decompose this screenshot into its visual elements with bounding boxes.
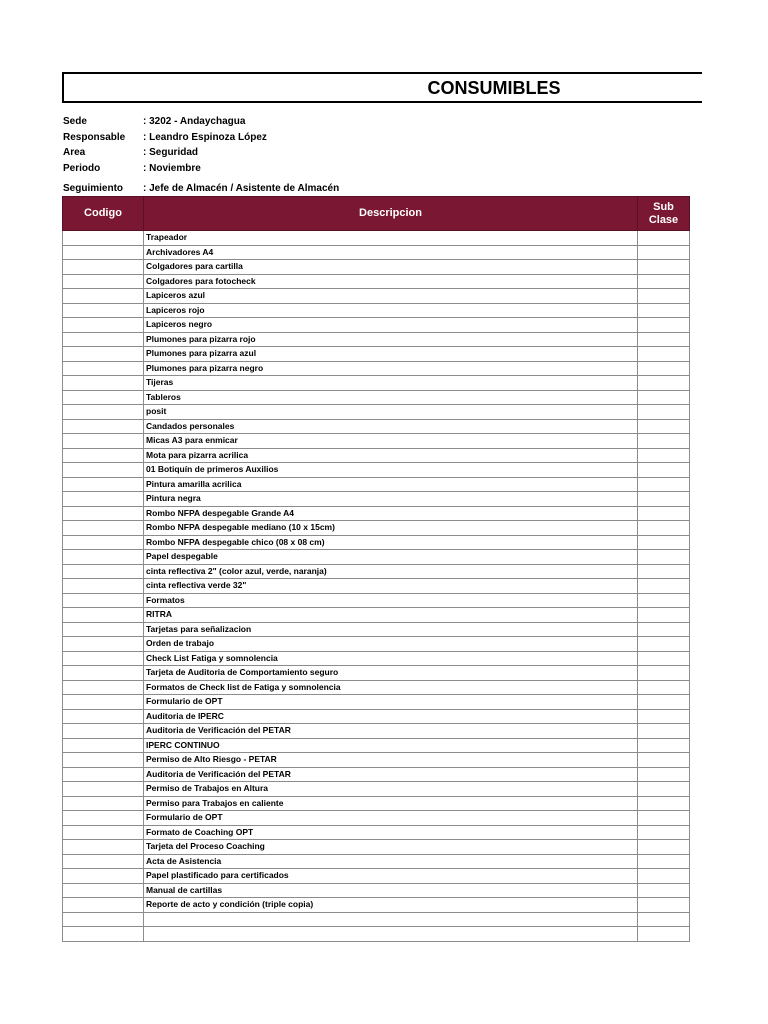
cell-descripcion[interactable]: cinta reflectiva verde 32" bbox=[144, 579, 638, 594]
table-row bbox=[63, 535, 690, 550]
table-row bbox=[63, 825, 690, 840]
cell-descripcion[interactable]: Papel despegable bbox=[144, 550, 638, 565]
cell-sub-clase[interactable] bbox=[638, 912, 690, 927]
info-row-area bbox=[63, 145, 339, 161]
cell-codigo[interactable] bbox=[63, 651, 144, 666]
table-row bbox=[63, 680, 690, 695]
table-row bbox=[63, 231, 690, 246]
cell-codigo[interactable] bbox=[63, 434, 144, 449]
cell-sub-clase[interactable] bbox=[638, 434, 690, 449]
cell-codigo[interactable] bbox=[63, 608, 144, 623]
cell-codigo[interactable] bbox=[63, 724, 144, 739]
cell-sub-clase[interactable] bbox=[638, 245, 690, 260]
cell-codigo[interactable] bbox=[63, 637, 144, 652]
info-value: : Noviembre bbox=[143, 162, 201, 174]
cell-descripcion[interactable]: cinta reflectiva 2" (color azul, verde, naranja) bbox=[144, 564, 638, 579]
table-row bbox=[63, 463, 690, 478]
cell-sub-clase[interactable] bbox=[638, 274, 690, 289]
cell-descripcion[interactable]: Tijeras bbox=[144, 376, 638, 391]
cell-descripcion[interactable]: IPERC CONTINUO bbox=[144, 738, 638, 753]
cell-codigo[interactable] bbox=[63, 593, 144, 608]
cell-sub-clase[interactable] bbox=[638, 869, 690, 884]
cell-codigo[interactable] bbox=[63, 767, 144, 782]
cell-descripcion[interactable]: Micas A3 para enmicar bbox=[144, 434, 638, 449]
cell-codigo[interactable] bbox=[63, 622, 144, 637]
cell-descripcion[interactable]: posit bbox=[144, 405, 638, 420]
cell-descripcion[interactable]: Reporte de acto y condición (triple copia) bbox=[144, 898, 638, 913]
table-row bbox=[63, 782, 690, 797]
table-row bbox=[63, 376, 690, 391]
cell-codigo[interactable] bbox=[63, 796, 144, 811]
cell-sub-clase[interactable] bbox=[638, 564, 690, 579]
table-row bbox=[63, 419, 690, 434]
cell-codigo[interactable] bbox=[63, 883, 144, 898]
table-row bbox=[63, 840, 690, 855]
cell-sub-clase[interactable] bbox=[638, 303, 690, 318]
table-header-row bbox=[63, 197, 690, 231]
table-row bbox=[63, 274, 690, 289]
cell-sub-clase[interactable] bbox=[638, 535, 690, 550]
table-row bbox=[63, 318, 690, 333]
cell-codigo[interactable] bbox=[63, 738, 144, 753]
cell-descripcion[interactable]: Mota para pizarra acrilica bbox=[144, 448, 638, 463]
cell-sub-clase[interactable] bbox=[638, 448, 690, 463]
table-row bbox=[63, 434, 690, 449]
cell-sub-clase[interactable] bbox=[638, 854, 690, 869]
info-row-responsable bbox=[63, 130, 339, 146]
cell-codigo[interactable] bbox=[63, 274, 144, 289]
cell-codigo[interactable] bbox=[63, 260, 144, 275]
cell-sub-clase[interactable] bbox=[638, 376, 690, 391]
cell-descripcion[interactable]: Formato de Coaching OPT bbox=[144, 825, 638, 840]
cell-descripcion[interactable]: Formatos de Check list de Fatiga y somnolencia bbox=[144, 680, 638, 695]
info-label: Responsable bbox=[63, 131, 126, 143]
cell-descripcion[interactable]: Permiso de Alto Riesgo - PETAR bbox=[144, 753, 638, 768]
cell-descripcion[interactable]: Rombo NFPA despegable chico (08 x 08 cm) bbox=[144, 535, 638, 550]
cell-codigo[interactable] bbox=[63, 825, 144, 840]
cell-descripcion[interactable]: Plumones para pizarra azul bbox=[144, 347, 638, 362]
cell-codigo[interactable] bbox=[63, 709, 144, 724]
cell-descripcion[interactable]: Colgadores para fotocheck bbox=[144, 274, 638, 289]
cell-codigo[interactable] bbox=[63, 448, 144, 463]
cell-descripcion[interactable]: Permiso para Trabajos en caliente bbox=[144, 796, 638, 811]
table-body bbox=[63, 231, 690, 942]
table-row bbox=[63, 405, 690, 420]
cell-sub-clase[interactable] bbox=[638, 390, 690, 405]
table-row bbox=[63, 564, 690, 579]
table-row bbox=[63, 927, 690, 942]
cell-descripcion[interactable]: RITRA bbox=[144, 608, 638, 623]
cell-sub-clase[interactable] bbox=[638, 622, 690, 637]
cell-descripcion[interactable]: Tarjeta del Proceso Coaching bbox=[144, 840, 638, 855]
cell-codigo[interactable] bbox=[63, 390, 144, 405]
cell-codigo[interactable] bbox=[63, 579, 144, 594]
cell-codigo[interactable] bbox=[63, 477, 144, 492]
cell-descripcion[interactable] bbox=[144, 927, 638, 942]
cell-sub-clase[interactable] bbox=[638, 477, 690, 492]
header-codigo: Codigo bbox=[63, 197, 144, 231]
cell-sub-clase[interactable] bbox=[638, 825, 690, 840]
info-label: Periodo bbox=[63, 162, 101, 174]
cell-codigo[interactable] bbox=[63, 695, 144, 710]
cell-descripcion[interactable]: Formulario de OPT bbox=[144, 695, 638, 710]
cell-sub-clase[interactable] bbox=[638, 709, 690, 724]
info-row-seguimiento bbox=[63, 181, 339, 197]
title-box bbox=[62, 72, 702, 103]
cell-sub-clase[interactable] bbox=[638, 260, 690, 275]
header-sub-clase-label: Sub Clase bbox=[648, 200, 679, 226]
table-row bbox=[63, 347, 690, 362]
cell-sub-clase[interactable] bbox=[638, 724, 690, 739]
table-row bbox=[63, 521, 690, 536]
consumables-table bbox=[62, 196, 690, 942]
cell-descripcion[interactable]: Candados personales bbox=[144, 419, 638, 434]
cell-codigo[interactable] bbox=[63, 347, 144, 362]
cell-codigo[interactable] bbox=[63, 492, 144, 507]
cell-sub-clase[interactable] bbox=[638, 883, 690, 898]
table-row bbox=[63, 361, 690, 376]
cell-sub-clase[interactable] bbox=[638, 593, 690, 608]
cell-codigo[interactable] bbox=[63, 289, 144, 304]
cell-sub-clase[interactable] bbox=[638, 695, 690, 710]
cell-descripcion[interactable]: Formatos bbox=[144, 593, 638, 608]
cell-codigo[interactable] bbox=[63, 463, 144, 478]
cell-codigo[interactable] bbox=[63, 854, 144, 869]
cell-descripcion[interactable]: Permiso de Trabajos en Altura bbox=[144, 782, 638, 797]
cell-descripcion[interactable]: Lapiceros negro bbox=[144, 318, 638, 333]
table-row bbox=[63, 796, 690, 811]
cell-sub-clase[interactable] bbox=[638, 840, 690, 855]
cell-codigo[interactable] bbox=[63, 680, 144, 695]
info-block bbox=[63, 114, 339, 197]
cell-codigo[interactable] bbox=[63, 782, 144, 797]
table-row bbox=[63, 651, 690, 666]
cell-codigo[interactable] bbox=[63, 318, 144, 333]
cell-descripcion[interactable]: Tarjetas para señalizacion bbox=[144, 622, 638, 637]
cell-codigo[interactable] bbox=[63, 521, 144, 536]
table-row bbox=[63, 724, 690, 739]
cell-descripcion[interactable]: Orden de trabajo bbox=[144, 637, 638, 652]
cell-sub-clase[interactable] bbox=[638, 318, 690, 333]
table-row bbox=[63, 477, 690, 492]
cell-sub-clase[interactable] bbox=[638, 231, 690, 246]
info-row-periodo bbox=[63, 161, 339, 177]
cell-descripcion[interactable]: Plumones para pizarra rojo bbox=[144, 332, 638, 347]
cell-sub-clase[interactable] bbox=[638, 666, 690, 681]
info-value: : Seguridad bbox=[143, 147, 199, 158]
cell-codigo[interactable] bbox=[63, 550, 144, 565]
cell-descripcion[interactable]: Trapeador bbox=[144, 231, 638, 246]
cell-codigo[interactable] bbox=[63, 245, 144, 260]
table-row bbox=[63, 709, 690, 724]
cell-descripcion[interactable]: Pintura amarilla acrilica bbox=[144, 477, 638, 492]
cell-sub-clase[interactable] bbox=[638, 289, 690, 304]
cell-codigo[interactable] bbox=[63, 564, 144, 579]
info-row-sede bbox=[63, 114, 339, 130]
cell-sub-clase[interactable] bbox=[638, 347, 690, 362]
cell-sub-clase[interactable] bbox=[638, 332, 690, 347]
table-row bbox=[63, 390, 690, 405]
cell-sub-clase[interactable] bbox=[638, 738, 690, 753]
info-label: Area bbox=[63, 147, 86, 158]
cell-codigo[interactable] bbox=[63, 405, 144, 420]
table-row bbox=[63, 608, 690, 623]
table-row bbox=[63, 593, 690, 608]
cell-descripcion[interactable]: Lapiceros azul bbox=[144, 289, 638, 304]
cell-descripcion[interactable]: Lapiceros rojo bbox=[144, 303, 638, 318]
cell-descripcion[interactable]: Tableros bbox=[144, 390, 638, 405]
info-label: Sede bbox=[63, 116, 87, 127]
cell-descripcion[interactable]: Rombo NFPA despegable mediano (10 x 15cm) bbox=[144, 521, 638, 536]
cell-codigo[interactable] bbox=[63, 898, 144, 913]
table-row bbox=[63, 637, 690, 652]
cell-codigo[interactable] bbox=[63, 303, 144, 318]
cell-descripcion[interactable]: Check List Fatiga y somnolencia bbox=[144, 651, 638, 666]
table-row bbox=[63, 245, 690, 260]
table-row bbox=[63, 303, 690, 318]
table-row bbox=[63, 912, 690, 927]
table-row bbox=[63, 506, 690, 521]
cell-descripcion[interactable]: Pintura negra bbox=[144, 492, 638, 507]
table-row bbox=[63, 883, 690, 898]
cell-sub-clase[interactable] bbox=[638, 608, 690, 623]
cell-sub-clase[interactable] bbox=[638, 927, 690, 942]
cell-sub-clase[interactable] bbox=[638, 680, 690, 695]
cell-sub-clase[interactable] bbox=[638, 550, 690, 565]
info-value: : 3202 - Andaychagua bbox=[143, 116, 246, 127]
cell-sub-clase[interactable] bbox=[638, 579, 690, 594]
cell-sub-clase[interactable] bbox=[638, 782, 690, 797]
table-row bbox=[63, 550, 690, 565]
cell-descripcion[interactable]: Auditoria de Verificación del PETAR bbox=[144, 724, 638, 739]
cell-descripcion[interactable] bbox=[144, 912, 638, 927]
cell-sub-clase[interactable] bbox=[638, 419, 690, 434]
table-row bbox=[63, 260, 690, 275]
cell-descripcion[interactable]: Manual de cartillas bbox=[144, 883, 638, 898]
cell-descripcion[interactable]: Plumones para pizarra negro bbox=[144, 361, 638, 376]
cell-sub-clase[interactable] bbox=[638, 898, 690, 913]
cell-codigo[interactable] bbox=[63, 535, 144, 550]
cell-codigo[interactable] bbox=[63, 332, 144, 347]
table-row bbox=[63, 492, 690, 507]
cell-descripcion[interactable]: Auditoria de Verificación del PETAR bbox=[144, 767, 638, 782]
cell-descripcion[interactable]: Colgadores para cartilla bbox=[144, 260, 638, 275]
cell-sub-clase[interactable] bbox=[638, 405, 690, 420]
cell-descripcion[interactable]: Rombo NFPA despegable Grande A4 bbox=[144, 506, 638, 521]
cell-codigo[interactable] bbox=[63, 912, 144, 927]
table-row bbox=[63, 738, 690, 753]
table-row bbox=[63, 666, 690, 681]
cell-codigo[interactable] bbox=[63, 506, 144, 521]
cell-codigo[interactable] bbox=[63, 753, 144, 768]
document-title: CONSUMIBLES bbox=[427, 78, 561, 98]
cell-sub-clase[interactable] bbox=[638, 506, 690, 521]
cell-sub-clase[interactable] bbox=[638, 463, 690, 478]
cell-codigo[interactable] bbox=[63, 840, 144, 855]
cell-sub-clase[interactable] bbox=[638, 651, 690, 666]
table-row bbox=[63, 753, 690, 768]
cell-sub-clase[interactable] bbox=[638, 811, 690, 826]
table-row bbox=[63, 448, 690, 463]
cell-sub-clase[interactable] bbox=[638, 767, 690, 782]
cell-codigo[interactable] bbox=[63, 419, 144, 434]
cell-sub-clase[interactable] bbox=[638, 521, 690, 536]
cell-descripcion[interactable]: Acta de Asistencia bbox=[144, 854, 638, 869]
info-value: : Leandro Espinoza López bbox=[143, 131, 267, 143]
cell-sub-clase[interactable] bbox=[638, 361, 690, 376]
header-sub-clase bbox=[638, 197, 690, 231]
cell-codigo[interactable] bbox=[63, 811, 144, 826]
cell-sub-clase[interactable] bbox=[638, 796, 690, 811]
cell-descripcion[interactable]: 01 Botiquín de primeros Auxilios bbox=[144, 463, 638, 478]
cell-sub-clase[interactable] bbox=[638, 637, 690, 652]
cell-descripcion[interactable]: Auditoria de IPERC bbox=[144, 709, 638, 724]
cell-codigo[interactable] bbox=[63, 927, 144, 942]
cell-descripcion[interactable]: Papel plastificado para certificados bbox=[144, 869, 638, 884]
table-row bbox=[63, 332, 690, 347]
cell-sub-clase[interactable] bbox=[638, 492, 690, 507]
info-value: : Jefe de Almacén / Asistente de Almacén bbox=[143, 183, 340, 194]
header-descripcion: Descripcion bbox=[144, 197, 638, 231]
cell-codigo[interactable] bbox=[63, 361, 144, 376]
cell-sub-clase[interactable] bbox=[638, 753, 690, 768]
table-row bbox=[63, 767, 690, 782]
table-row bbox=[63, 898, 690, 913]
table-row bbox=[63, 289, 690, 304]
table-row bbox=[63, 622, 690, 637]
cell-descripcion[interactable]: Formulario de OPT bbox=[144, 811, 638, 826]
table-row bbox=[63, 854, 690, 869]
cell-codigo[interactable] bbox=[63, 376, 144, 391]
cell-codigo[interactable] bbox=[63, 231, 144, 246]
cell-descripcion[interactable]: Tarjeta de Auditoria de Comportamiento seguro bbox=[144, 666, 638, 681]
cell-descripcion[interactable]: Archivadores A4 bbox=[144, 245, 638, 260]
info-label: Seguimiento bbox=[63, 183, 124, 194]
cell-codigo[interactable] bbox=[63, 666, 144, 681]
table-row bbox=[63, 811, 690, 826]
cell-codigo[interactable] bbox=[63, 869, 144, 884]
table-row bbox=[63, 579, 690, 594]
table-row bbox=[63, 695, 690, 710]
table-row bbox=[63, 869, 690, 884]
